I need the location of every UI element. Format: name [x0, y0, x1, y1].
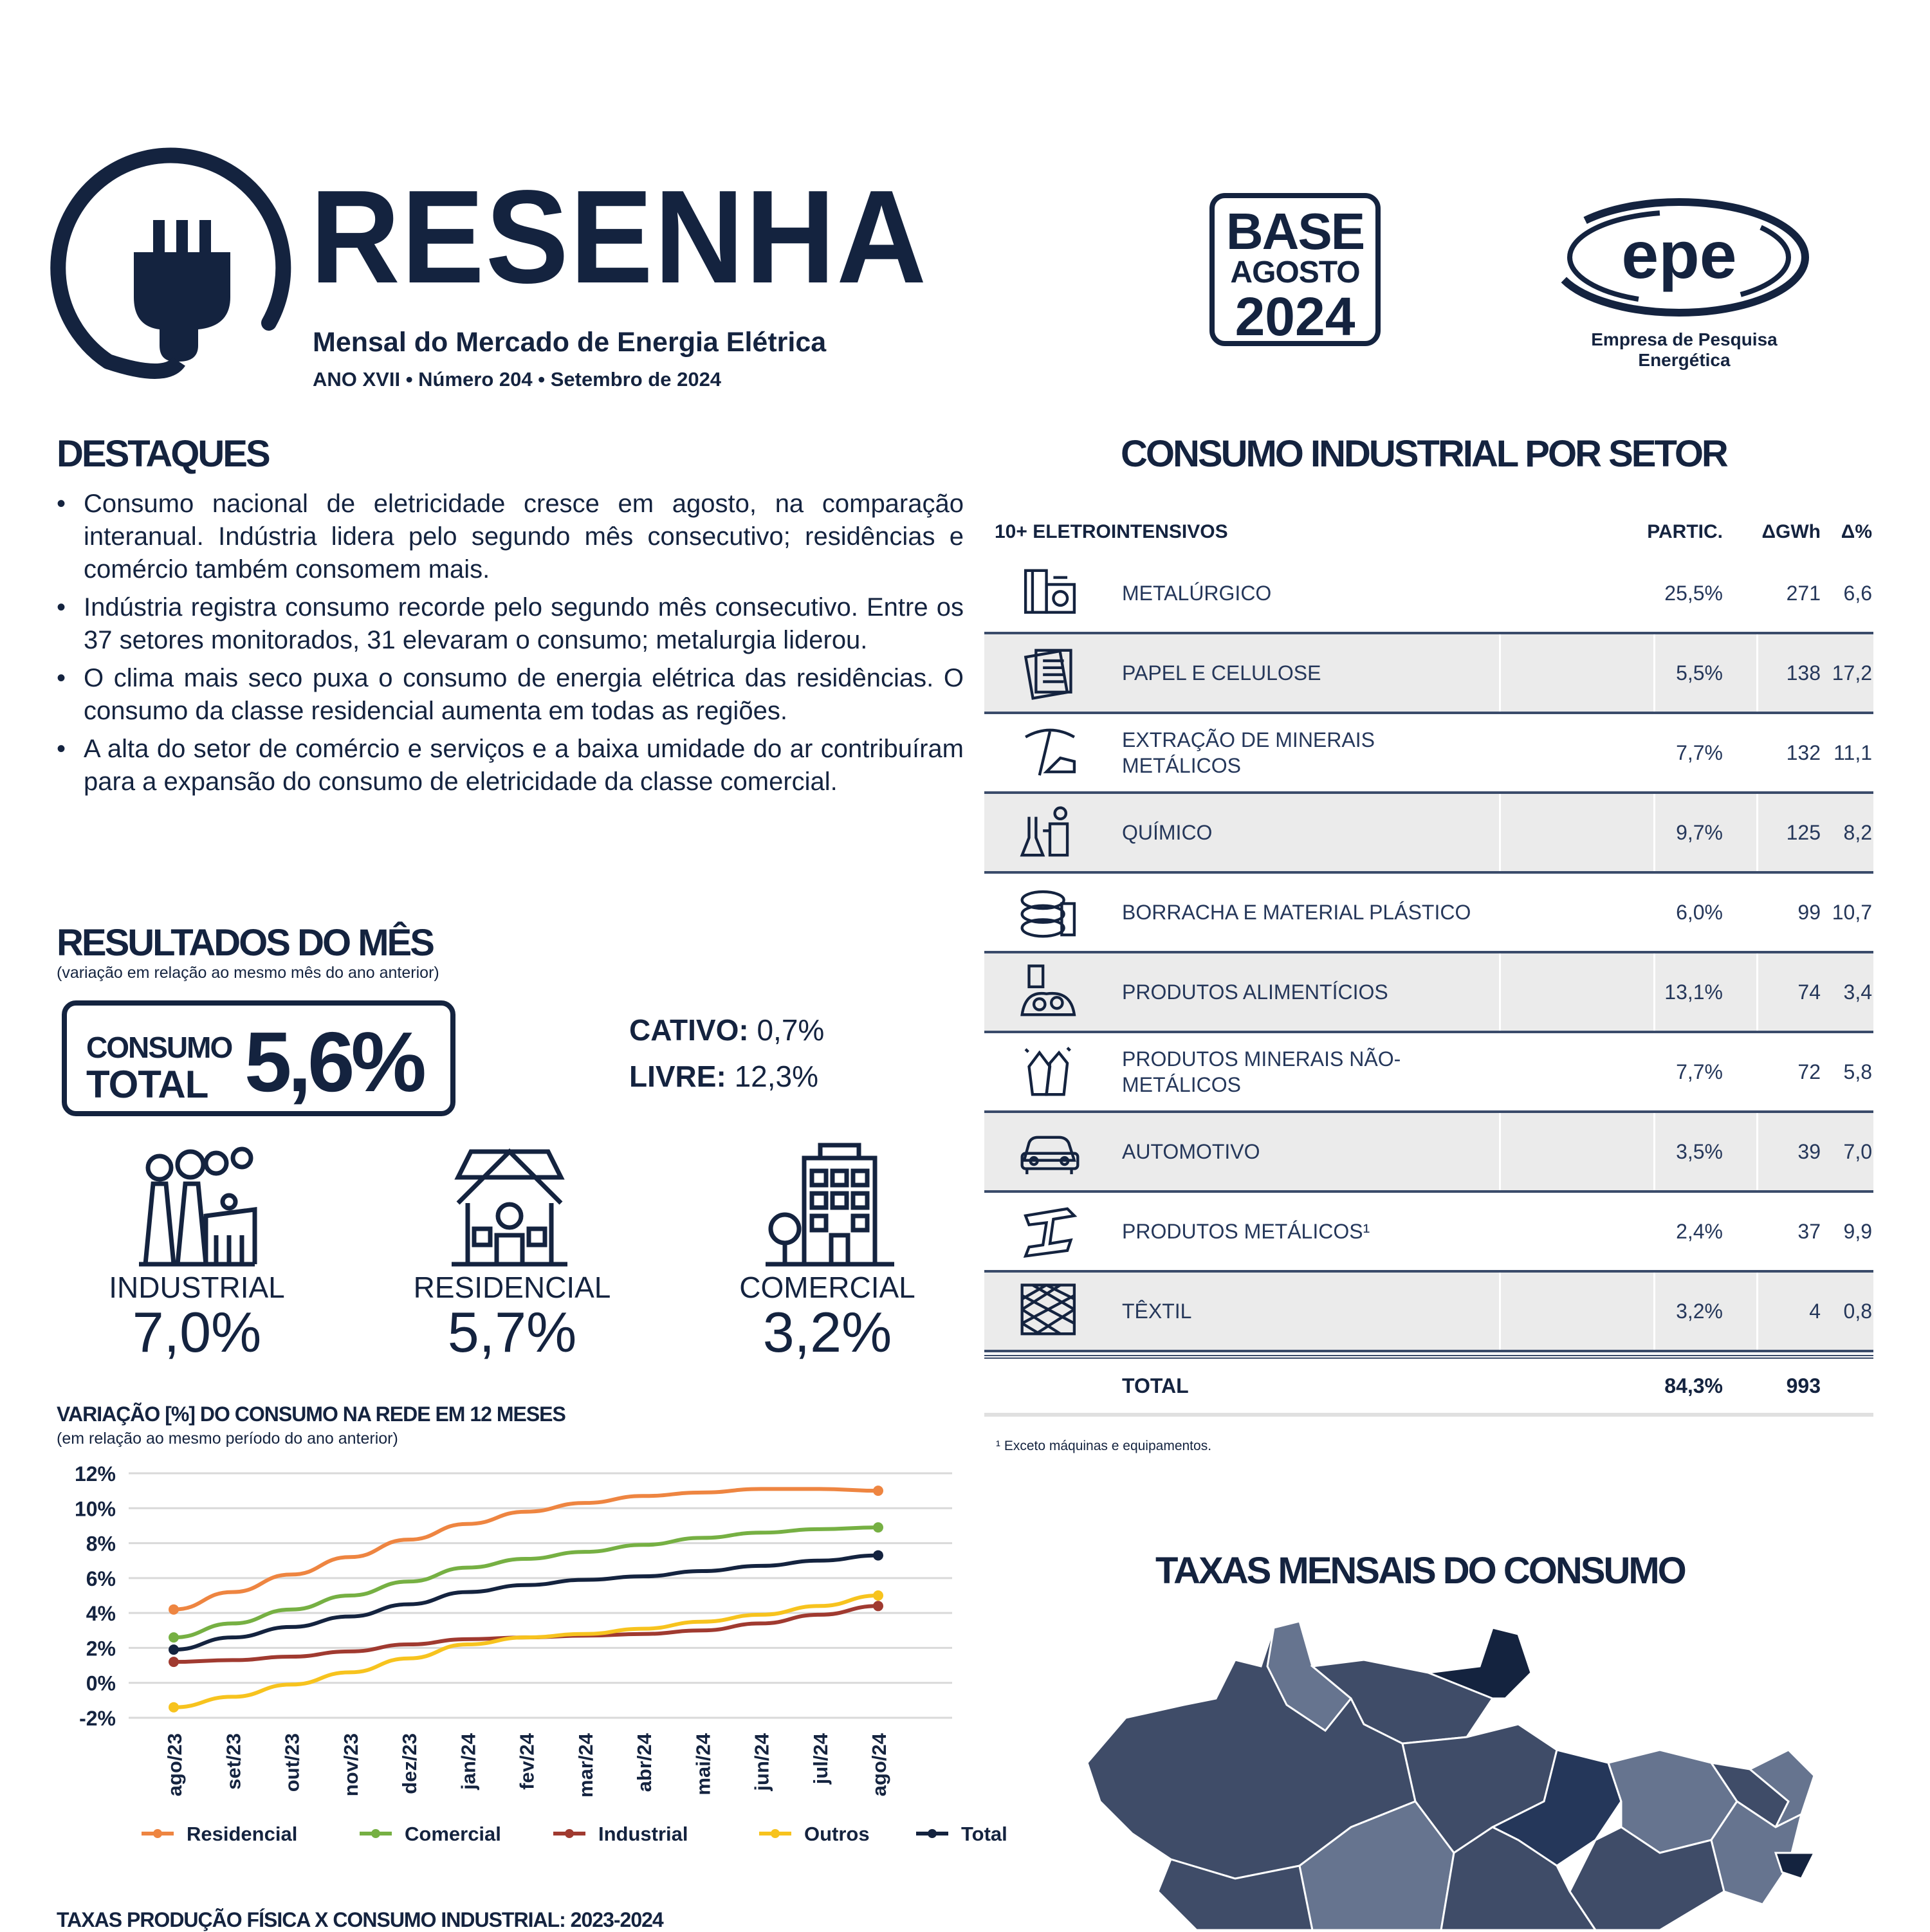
- row-icon: [1011, 953, 1089, 1031]
- sector-name: METALÚRGICO: [1122, 582, 1272, 605]
- data-point: [873, 1522, 883, 1532]
- sector-partic: 13,1%: [1664, 980, 1723, 1004]
- sector-name: PRODUTOS METÁLICOS¹: [1122, 1220, 1370, 1243]
- row-icon: [1011, 794, 1089, 871]
- legend-label: Residencial: [187, 1823, 298, 1845]
- metallurgy-icon: [1018, 564, 1082, 623]
- base-badge-line2: AGOSTO: [1230, 255, 1360, 290]
- edition-line: ANO XVII • Número 204 • Setembro de 2024: [313, 368, 722, 391]
- x-tick-label: fev/24: [515, 1733, 538, 1790]
- sector-gwh: 99: [1797, 900, 1821, 924]
- x-tick-label: set/23: [222, 1733, 245, 1790]
- y-tick-label: 6%: [86, 1567, 116, 1590]
- industrial-row: [984, 714, 1873, 794]
- sector-pct: 8,2: [1843, 820, 1872, 844]
- y-tick-label: 2%: [86, 1637, 116, 1661]
- building-icon: [759, 1139, 901, 1267]
- industrial-row: [984, 1273, 1873, 1352]
- y-tick-label: 4%: [86, 1602, 116, 1626]
- x-tick-label: out/23: [280, 1733, 304, 1792]
- industrial-footnote: ¹ Exceto máquinas e equipamentos.: [996, 1439, 1212, 1453]
- total-gwh: 993: [1786, 1374, 1821, 1397]
- epe-logo-text: epe: [1621, 218, 1737, 293]
- industrial-row: [984, 634, 1873, 714]
- resultados-title: RESULTADOS DO MÊS: [57, 922, 433, 964]
- chemistry-icon: [1018, 803, 1082, 862]
- industrial-row: [984, 1193, 1873, 1273]
- cativo-line: [629, 1013, 824, 1047]
- cativo-label: CATIVO:: [629, 1013, 749, 1047]
- consumo-label: CONSUMO: [86, 1031, 232, 1064]
- residencial-value: 5,7%: [447, 1300, 577, 1364]
- x-tick-label: abr/24: [633, 1733, 656, 1792]
- steel-beam-icon: [1018, 1202, 1082, 1261]
- sector-partic: 25,5%: [1664, 581, 1723, 605]
- masthead-subtitle: Mensal do Mercado de Energia Elétrica: [313, 327, 827, 358]
- sector-pct: 17,2: [1832, 661, 1872, 685]
- sector-gwh: 74: [1797, 980, 1821, 1004]
- sector-partic: 3,2%: [1676, 1299, 1723, 1323]
- y-tick-label: 12%: [74, 1462, 116, 1486]
- y-tick-label: -2%: [79, 1707, 116, 1730]
- row-icon: [1011, 874, 1089, 951]
- total-label: TOTAL: [1122, 1374, 1189, 1397]
- destaque-item: • A alta do setor de comércio e serviços e a baixa umidade do ar contribuíram para a expansão do consumo de eletricidade da classe comercial.: [57, 733, 964, 798]
- data-point: [873, 1590, 883, 1601]
- sector-pct: 3,4: [1843, 980, 1872, 1004]
- consumo-total-value: 5,6%: [244, 1015, 423, 1109]
- sector-gwh: 271: [1786, 581, 1821, 605]
- masthead-title: RESENHA: [310, 163, 928, 311]
- destaque-item: • Consumo nacional de eletricidade cresce em agosto, na comparação interanual. Indústria lidera pelo segundo mês consecutivo; residências e comércio também consomem mais.: [57, 488, 964, 586]
- row-icon: [1011, 714, 1089, 791]
- industrial-value: 7,0%: [132, 1300, 262, 1364]
- data-point: [873, 1486, 883, 1496]
- data-point: [169, 1644, 179, 1655]
- sector-partic: 7,7%: [1676, 741, 1723, 764]
- food-icon: [1018, 962, 1082, 1022]
- car-icon: [1018, 1122, 1082, 1181]
- industrial-row: [984, 555, 1873, 634]
- sector-gwh: 4: [1809, 1299, 1821, 1323]
- textile-icon: [1018, 1282, 1082, 1341]
- sector-gwh: 72: [1797, 1060, 1821, 1083]
- row-icon: [1011, 1113, 1089, 1190]
- x-tick-label: jun/24: [750, 1733, 773, 1791]
- sector-pct: 7,0: [1843, 1139, 1872, 1163]
- livre-label: LIVRE:: [629, 1060, 726, 1093]
- livre-line: [629, 1059, 818, 1094]
- legend-marker: [565, 1829, 574, 1838]
- legend-marker: [371, 1829, 380, 1838]
- data-point: [169, 1702, 179, 1713]
- industrial-title: CONSUMO INDUSTRIAL POR SETOR: [1121, 433, 1727, 475]
- data-point: [169, 1632, 179, 1642]
- industrial-row: [984, 1113, 1873, 1193]
- consumo-total-box: [62, 1000, 455, 1116]
- x-tick-label: ago/23: [163, 1733, 186, 1797]
- x-tick-label: ago/24: [868, 1733, 890, 1797]
- sector-name: AUTOMOTIVO: [1122, 1140, 1260, 1163]
- sector-pct: 6,6: [1843, 581, 1872, 605]
- destaque-item: • Indústria registra consumo recorde pelo segundo mês consecutivo. Entre os 37 setores monitorados, 31 elevaram o consumo; metalurgia liderou.: [57, 591, 964, 657]
- brazil-map: [1042, 1608, 1879, 1930]
- header-partic: PARTIC.: [1647, 521, 1723, 542]
- sector-gwh: 132: [1786, 741, 1821, 764]
- y-tick-label: 8%: [86, 1532, 116, 1556]
- sector-name: TÊXTIL: [1122, 1300, 1192, 1323]
- sector-name: QUÍMICO: [1122, 821, 1213, 844]
- sector-partic: 9,7%: [1676, 820, 1723, 844]
- total-label: TOTAL: [86, 1063, 208, 1106]
- industrial-total-row: [984, 1355, 1873, 1417]
- livre-value: 12,3%: [734, 1060, 818, 1093]
- x-tick-label: mai/24: [692, 1733, 715, 1796]
- series-line-residencial: [174, 1489, 878, 1609]
- sector-partic: 5,5%: [1676, 661, 1723, 685]
- rede-chart-title: VARIAÇÃO [%] DO CONSUMO NA REDE EM 12 MESES: [57, 1403, 565, 1426]
- x-tick-label: dez/23: [398, 1733, 421, 1794]
- base-badge: [1209, 193, 1381, 346]
- x-tick-label: jul/24: [809, 1733, 832, 1785]
- total-partic: 84,3%: [1664, 1374, 1723, 1397]
- row-icon: [1011, 1193, 1089, 1270]
- legend-marker: [771, 1829, 780, 1838]
- industrial-label: INDUSTRIAL: [109, 1271, 285, 1304]
- sector-name: PAPEL E CELULOSE: [1122, 661, 1321, 685]
- base-badge-line3: 2024: [1235, 286, 1356, 347]
- taxas-title: TAXAS MENSAIS DO CONSUMO: [1155, 1550, 1685, 1592]
- pickaxe-icon: [1018, 723, 1082, 782]
- y-tick-label: 10%: [74, 1497, 116, 1521]
- sector-pct: 10,7: [1832, 900, 1872, 924]
- base-badge-line1: BASE: [1226, 203, 1365, 260]
- row-icon: [1011, 555, 1089, 632]
- data-point: [169, 1657, 179, 1667]
- header-pct: Δ%: [1841, 521, 1872, 542]
- paper-icon: [1018, 643, 1082, 703]
- crystal-icon: [1018, 1042, 1082, 1101]
- legend-label: Outros: [804, 1823, 870, 1845]
- epe-tagline: Empresa de Pesquisa Energética: [1591, 329, 1778, 370]
- row-icon: [1011, 1273, 1089, 1350]
- data-point: [873, 1550, 883, 1561]
- x-tick-label: jan/24: [457, 1733, 480, 1790]
- rede-line-chart: [39, 1448, 1007, 1859]
- resultados-subtitle: (variação em relação ao mesmo mês do ano anterior): [57, 964, 439, 982]
- legend-label: Comercial: [405, 1823, 501, 1845]
- header-gwh: ΔGWh: [1761, 521, 1821, 542]
- cativo-value: 0,7%: [757, 1013, 825, 1047]
- epe-logo: [1544, 193, 1814, 322]
- comercial-value: 3,2%: [762, 1300, 892, 1364]
- sector-pct: 5,8: [1843, 1060, 1872, 1083]
- destaques-title: DESTAQUES: [57, 433, 269, 475]
- header-sector: 10+ ELETROINTENSIVOS: [995, 521, 1228, 542]
- row-icon: [1011, 1033, 1089, 1110]
- row-icon: [1011, 634, 1089, 712]
- plug-logo-icon: [57, 169, 301, 374]
- y-tick-label: 0%: [86, 1671, 116, 1695]
- legend-marker: [153, 1829, 162, 1838]
- producao-title: TAXAS PRODUÇÃO FÍSICA X CONSUMO INDUSTRIAL: 2023-2024: [57, 1908, 663, 1931]
- industrial-row: [984, 794, 1873, 874]
- sector-name: PRODUTOS MINERAIS NÃO-METÁLICOS: [1122, 1047, 1401, 1096]
- sector-gwh: 138: [1786, 661, 1821, 685]
- sector-partic: 7,7%: [1676, 1060, 1723, 1083]
- factory-icon: [126, 1139, 268, 1267]
- rede-chart-subtitle: (em relação ao mesmo período do ano anterior): [57, 1430, 398, 1448]
- destaques-list: [57, 488, 964, 804]
- x-tick-label: mar/24: [574, 1733, 597, 1798]
- sector-pct: 9,9: [1843, 1219, 1872, 1243]
- industrial-row: [984, 953, 1873, 1033]
- sector-partic: 2,4%: [1676, 1219, 1723, 1243]
- sector-gwh: 39: [1797, 1139, 1821, 1163]
- sector-gwh: 37: [1797, 1219, 1821, 1243]
- industrial-row: [984, 874, 1873, 953]
- comercial-label: COMERCIAL: [739, 1271, 915, 1304]
- sector-name: PRODUTOS ALIMENTÍCIOS: [1122, 980, 1388, 1004]
- sector-partic: 6,0%: [1676, 900, 1723, 924]
- data-point: [873, 1601, 883, 1611]
- sector-pct: 0,8: [1843, 1299, 1872, 1323]
- house-icon: [439, 1139, 580, 1267]
- data-point: [169, 1605, 179, 1615]
- x-tick-label: nov/23: [339, 1733, 362, 1797]
- sector-partic: 3,5%: [1676, 1139, 1723, 1163]
- legend-marker: [928, 1829, 937, 1838]
- rubber-icon: [1018, 883, 1082, 942]
- industrial-row: [984, 1033, 1873, 1113]
- destaque-item: • O clima mais seco puxa o consumo de energia elétrica das residências. O consumo da classe residencial aumenta em todas as regiões.: [57, 662, 964, 728]
- sector-gwh: 125: [1786, 820, 1821, 844]
- legend-label: Total: [961, 1823, 1007, 1845]
- sector-pct: 11,1: [1834, 741, 1872, 764]
- sector-name: EXTRAÇÃO DE MINERAIS METÁLICOS: [1122, 728, 1375, 777]
- sector-name: BORRACHA E MATERIAL PLÁSTICO: [1122, 901, 1471, 924]
- residencial-label: RESIDENCIAL: [413, 1271, 611, 1304]
- legend-label: Industrial: [598, 1823, 688, 1845]
